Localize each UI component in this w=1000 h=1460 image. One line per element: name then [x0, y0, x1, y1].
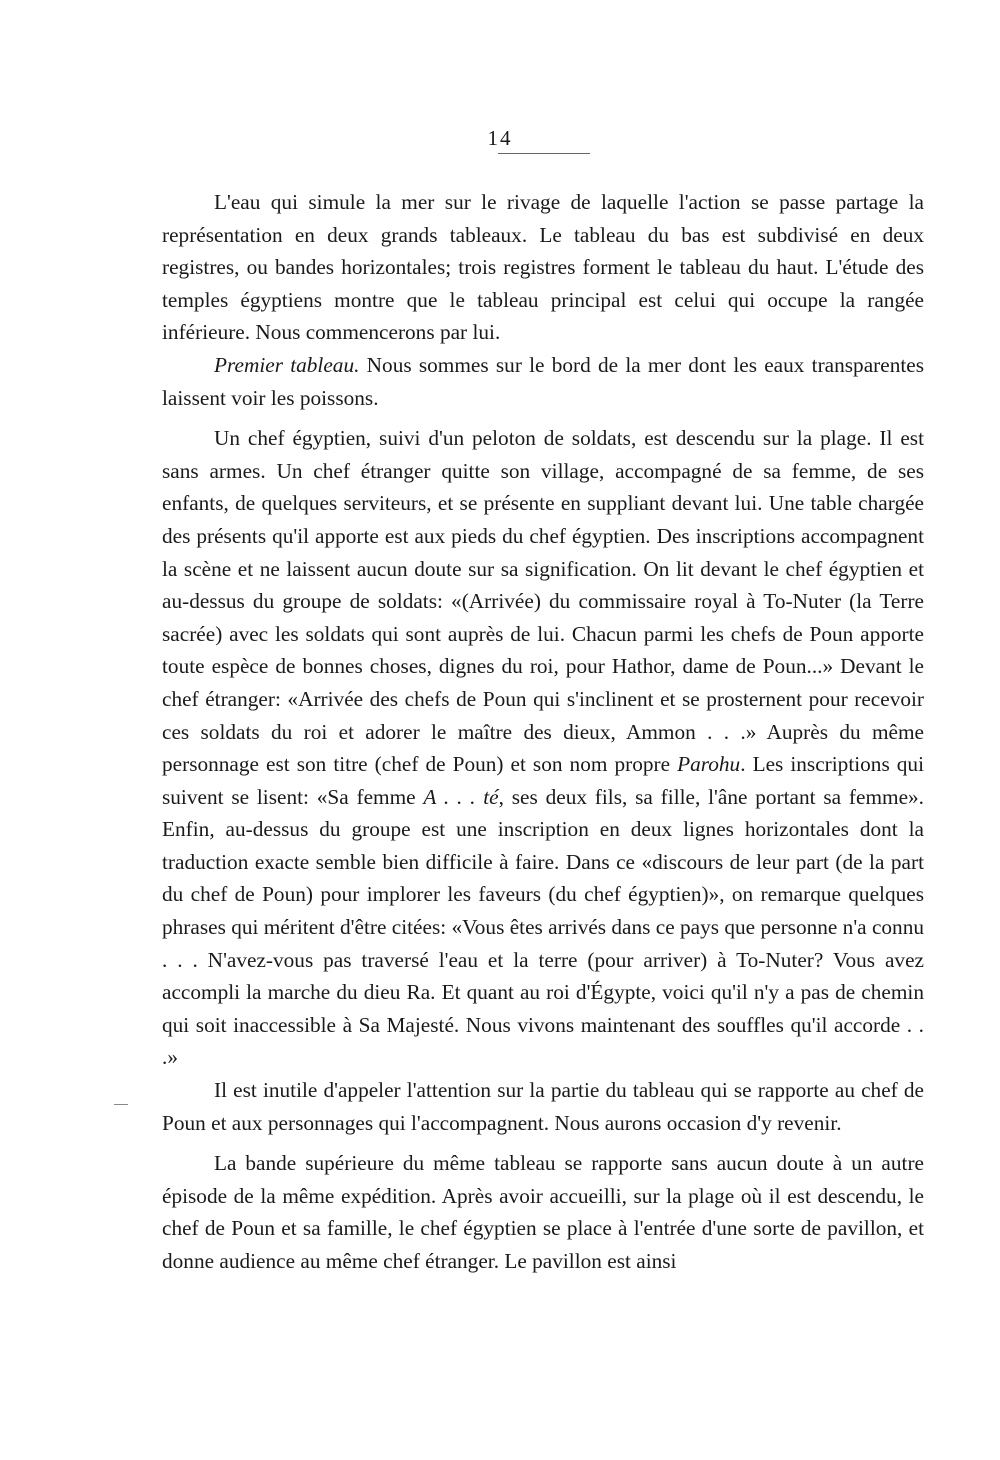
paragraph-3-italic-wife: A . . . té — [423, 784, 499, 809]
paragraph-4 — [162, 1074, 924, 1139]
paragraph-2-text: Nous sommes sur le bord de la mer dont les eaux transparentes laissent voir les poissons. — [162, 352, 925, 410]
header-rule — [498, 153, 590, 154]
paragraph-3-italic-name: Parohu — [677, 752, 741, 777]
paragraph-5 — [162, 1147, 924, 1277]
paragraph-3-text-3: , ses deux fils, sa fille, l'âne portant sa femme». Enfin, au-dessus du groupe est une inscription en deux lignes horizontales dont la traduction exacte semble bien difficile à faire. Dans ce «discours de leur part (de la part du chef de Poun) pour implorer les faveurs (du chef égyptien)», on remarque quelques phrases qui méritent d'être citées: «Vous êtes arrivés dans ce pays que personne n'a connu . . . N'avez-vous pas traversé l'eau et la terre (pour arriver) à To-Nuter? Vous avez accompli la marche du dieu Ra. Et quant au roi d'Égypte, voici qu'il n'y a pas de chemin qui soit inaccessible à Sa Majesté. Nous vivons maintenant des souffles qu'il accorde . . .» — [162, 784, 925, 1070]
margin-mark — [114, 1104, 128, 1105]
paragraph-2-lead: Premier tableau. — [214, 352, 360, 377]
paragraph-1-text: L'eau qui simule la mer sur le rivage de laquelle l'action se passe partage la représentation en deux grands tableaux. Le tableau du bas est subdivisé en deux registres, ou bandes horizontales; trois registres forment le tableau du haut. L'étude des temples égyptiens montre que le tableau principal est celui qui occupe la rangée inférieure. Nous commencerons par lui. — [162, 190, 924, 345]
page-number: 14 — [487, 126, 513, 150]
paragraph-5-text: La bande supérieure du même tableau se rapporte sans aucun doute à un autre épisode de la même expédition. Après avoir accueilli, sur la plage où il est descendu, le chef de Poun et sa famille, le chef égyptien se place à l'entrée d'une sorte de pavillon, et donne audience au même chef étranger. Le pavillon est ainsi — [162, 1151, 924, 1273]
paragraph-2 — [162, 349, 924, 414]
paragraph-4-text: Il est inutile d'appeler l'attention sur la partie du tableau qui se rapporte au chef de Poun et aux personnages qui l'accompagnent. Nous aurons occasion d'y revenir. — [162, 1078, 924, 1135]
paragraph-1 — [162, 186, 924, 349]
paragraph-3-text-1: Un chef égyptien, suivi d'un peloton de soldats, est descendu sur la plage. Il est sans armes. Un chef étranger quitte son village, accompagné de sa femme, de ses enfants, de quelques serviteurs, et se présente en suppliant devant lui. Une table chargée des présents qu'il apporte est aux pieds du chef égyptien. Des inscriptions accompagnent la scène et ne laissent aucun doute sur sa signification. On lit devant le chef égyptien et au-dessus du groupe de soldats: «(Arrivée) du commissaire royal à To-Nuter (la Terre sacrée) avec les soldats qui sont auprès de lui. Chacun parmi les chefs de Poun apporte toute espèce de bonnes choses, dignes du roi, pour Hathor, dame de Poun...» Devant le chef étranger: «Arrivée des chefs de Poun qui s'inclinent et se prosternent pour recevoir ces soldats du roi et adorer le maître des dieux, Ammon . . .» Auprès du même personnage est son titre (chef de Poun) et son nom propre — [162, 426, 924, 777]
paragraph-3-text-2: . Les inscriptions qui suivent se lisent: «Sa femme — [162, 752, 924, 809]
paragraph-3 — [162, 422, 924, 1074]
body-text — [162, 186, 924, 1278]
